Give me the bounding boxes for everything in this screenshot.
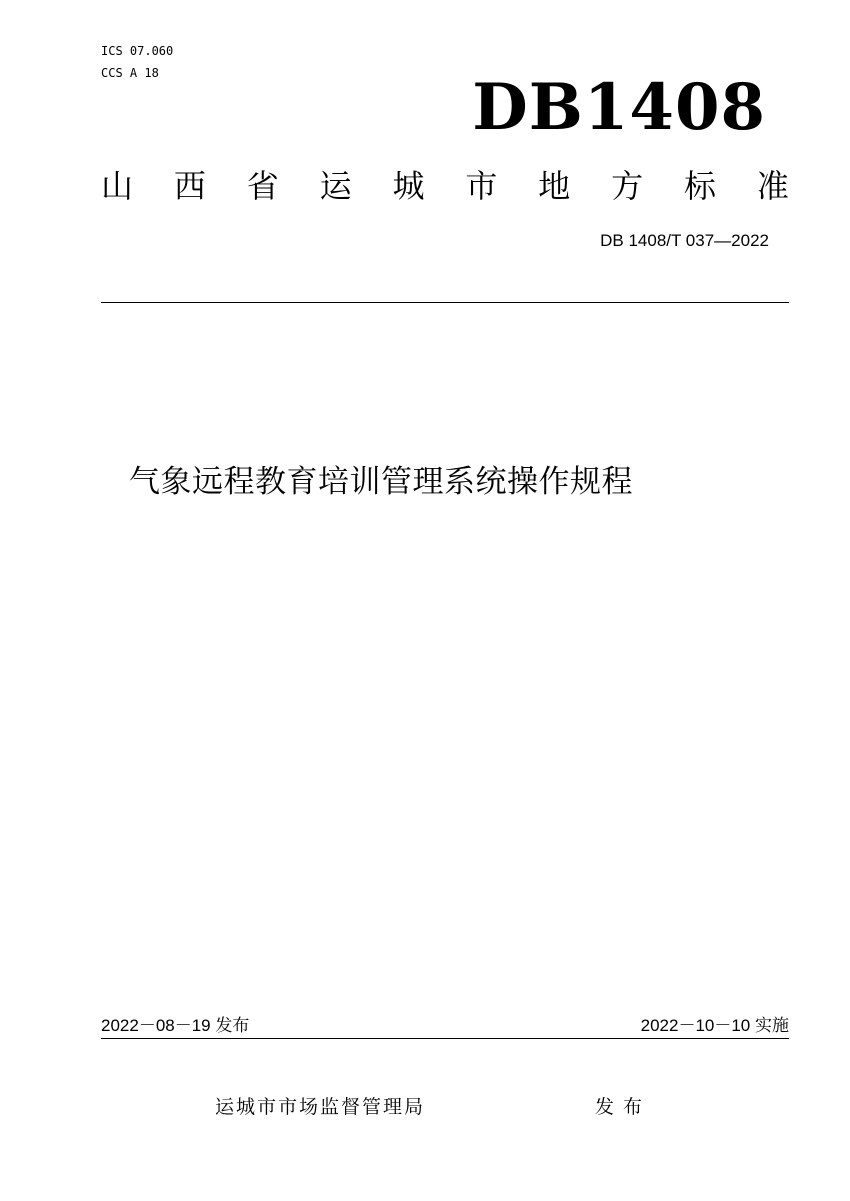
authority-char: 市 [465, 167, 498, 205]
authority-char: 标 [684, 167, 717, 205]
authority-char: 地 [538, 167, 571, 205]
authority-char: 西 [173, 167, 206, 205]
authority-char: 准 [756, 167, 789, 205]
standard-number: DB 1408/T 037—2022 [600, 231, 769, 250]
authority-char: 省 [246, 167, 279, 205]
bottom-divider [101, 1038, 789, 1039]
authority-heading [101, 164, 789, 208]
issuing-authority: 运城市市场监督管理局 [215, 1096, 426, 1118]
authority-char: 方 [611, 167, 644, 205]
top-divider [101, 302, 789, 303]
issue-label: 发布 [595, 1096, 652, 1118]
standard-logo: DB1408 [472, 70, 766, 145]
effective-date: 2022－10－10 实施 [640, 1016, 789, 1035]
authority-char: 城 [392, 167, 425, 205]
issue-date: 2022－08－19 发布 [101, 1016, 250, 1035]
ccs-code: CCS A 18 [101, 66, 159, 80]
authority-char: 运 [319, 167, 352, 205]
ics-code: ICS 07.060 [101, 44, 174, 58]
authority-char: 山 [101, 167, 134, 205]
document-title: 气象远程教育培训管理系统操作规程 [129, 464, 633, 500]
